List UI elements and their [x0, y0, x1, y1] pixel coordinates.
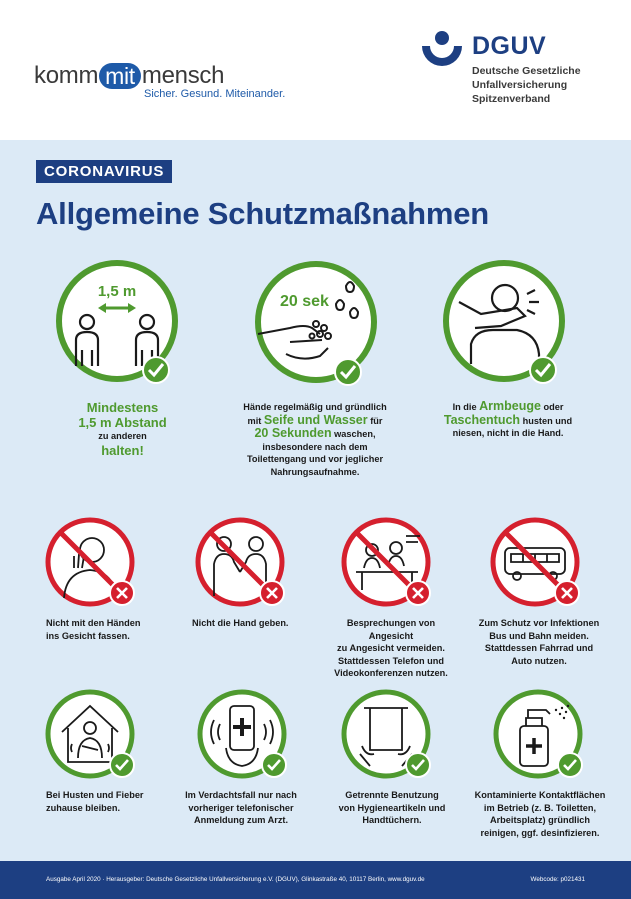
coronavirus-badge: CORONAVIRUS: [36, 160, 172, 183]
stay-home-icon: [44, 688, 144, 784]
logo-tagline: Sicher. Gesund. Miteinander.: [144, 88, 286, 100]
caption-distance: [60, 400, 185, 458]
caption-phone-doctor-line-1: Im Verdachtsfall nur nach: [185, 790, 297, 800]
logo-word-mit: mit: [99, 63, 141, 89]
caption-cough-tissue: Taschentuch: [443, 412, 521, 427]
dguv-line-2: Unfallversicherung: [472, 79, 568, 91]
caption-phone-doctor: [176, 789, 306, 827]
towel-icon: [340, 688, 440, 784]
caption-handwash-soap: Seife und Wasser: [263, 412, 368, 427]
caption-cough-elbow: Armbeuge: [479, 399, 541, 413]
caption-no-face-touch: [46, 617, 166, 642]
caption-stay-home-line-1: Bei Husten und Fieber: [46, 790, 144, 800]
caption-no-meeting-line-1: Besprechungen von Angesicht: [346, 618, 436, 641]
caption-distance-line-4: halten!: [101, 442, 144, 458]
caption-disinfect-line-3: Arbeitsplatz) gründlich: [489, 815, 591, 825]
caption-distance-line-2: 1,5 m Abstand: [78, 415, 167, 430]
caption-no-meeting-line-2: zu Angesicht vermeiden.: [337, 643, 445, 653]
logo-word-komm: komm: [34, 62, 99, 89]
caption-no-meeting: [324, 617, 458, 680]
timer-label: 20 sek: [280, 293, 329, 310]
caption-stay-home: [46, 789, 166, 814]
caption-disinfect-line-4: reinigen, ggf. desinfizieren.: [480, 827, 600, 838]
caption-phone-doctor-line-2: vorheriger telefonischer: [188, 802, 294, 813]
caption-towel-line-1: Getrennte Benutzung: [345, 790, 439, 800]
caption-handwash-line-1: Hände regelmäßig und gründlich: [243, 402, 387, 412]
no-meeting-icon: [340, 516, 440, 612]
caption-disinfect-line-2: im Betrieb (z. B. Toiletten,: [483, 802, 597, 813]
caption-disinfect: [470, 789, 610, 839]
caption-towel-line-3: Handtüchern.: [362, 815, 422, 825]
footer: [0, 861, 631, 899]
dguv-line-1: Deutsche Gesetzliche: [472, 65, 581, 77]
caption-handwash-line-4: insbesondere nach dem: [262, 441, 368, 452]
caption-cough: [428, 400, 588, 440]
caption-handwash: [220, 401, 410, 478]
caption-handwash-line-5: Toilettengang und vor jeglicher: [246, 454, 384, 464]
caption-no-bus-line-4: Auto nutzen.: [511, 655, 567, 666]
footer-publisher: Ausgabe April 2020 · Herausgeber: Deutsche Gesetzliche Unfallversicherung e.V. (DGUV), Glinkastraße 40, 10117 Berlin, www.dguv.de: [46, 876, 425, 883]
caption-disinfect-line-1: Kontaminierte Kontaktflächen: [474, 790, 606, 800]
dguv-emblem-icon: [420, 30, 468, 70]
caption-handwash-seconds: 20 Sekunden: [254, 426, 332, 440]
footer-webcode: Webcode: p021431: [530, 876, 585, 883]
cough-elbow-icon: [441, 258, 571, 388]
caption-no-face-touch-line-2: ins Gesicht fassen.: [46, 630, 130, 641]
caption-stay-home-line-2: zuhause bleiben.: [46, 802, 121, 813]
no-bus-icon: [489, 516, 589, 612]
caption-handwash-line-3b: waschen,: [331, 429, 376, 439]
caption-handwash-line-6: Nahrungsaufnahme.: [270, 466, 360, 477]
caption-cough-line-1c: oder: [540, 402, 564, 412]
disinfect-spray-icon: [492, 688, 592, 784]
distance-label: 1,5 m: [97, 283, 137, 300]
caption-no-bus-line-2: Bus und Bahn meiden.: [489, 630, 589, 641]
caption-towel-line-2: von Hygieneartikeln und: [338, 802, 446, 813]
caption-phone-doctor-line-3: Anmeldung zum Arzt.: [193, 815, 289, 825]
caption-cough-line-3: niesen, nicht in die Hand.: [452, 428, 564, 438]
distance-icon: [54, 258, 184, 388]
dguv-name: DGUV: [472, 32, 547, 60]
caption-handwash-line-2a: mit: [247, 415, 264, 426]
caption-no-bus-line-1: Zum Schutz vor Infektionen: [478, 618, 600, 628]
no-handshake-icon: [194, 516, 294, 612]
caption-no-meeting-line-3: Stattdessen Telefon und: [337, 655, 444, 666]
caption-distance-line-3: zu anderen: [98, 431, 147, 441]
caption-handwash-line-2c: für: [367, 415, 383, 426]
handwash-icon: [250, 256, 385, 388]
caption-no-bus: [472, 617, 606, 667]
dguv-logo: [420, 30, 620, 120]
caption-no-face-touch-line-1: Nicht mit den Händen: [46, 618, 141, 628]
caption-no-bus-line-3: Stattdessen Fahrrad und: [484, 643, 594, 653]
kommmitmensch-logo: [34, 62, 285, 100]
no-face-touch-icon: [44, 516, 144, 612]
caption-no-handshake: [192, 617, 312, 630]
phone-doctor-icon: [196, 688, 296, 784]
page-title: Allgemeine Schutzmaßnahmen: [36, 196, 490, 231]
caption-no-handshake-line-1: Nicht die Hand geben.: [192, 618, 289, 628]
dguv-line-3: Spitzenverband: [472, 93, 551, 105]
logo-word-mensch: mensch: [141, 62, 225, 89]
caption-towel: [326, 789, 458, 827]
caption-cough-line-2b: husten und: [520, 415, 573, 426]
caption-distance-line-1: Mindestens: [86, 400, 159, 415]
caption-cough-line-1a: In die: [452, 402, 480, 412]
header: [0, 0, 631, 140]
caption-no-meeting-line-4: Videokonferenzen nutzen.: [334, 668, 448, 678]
